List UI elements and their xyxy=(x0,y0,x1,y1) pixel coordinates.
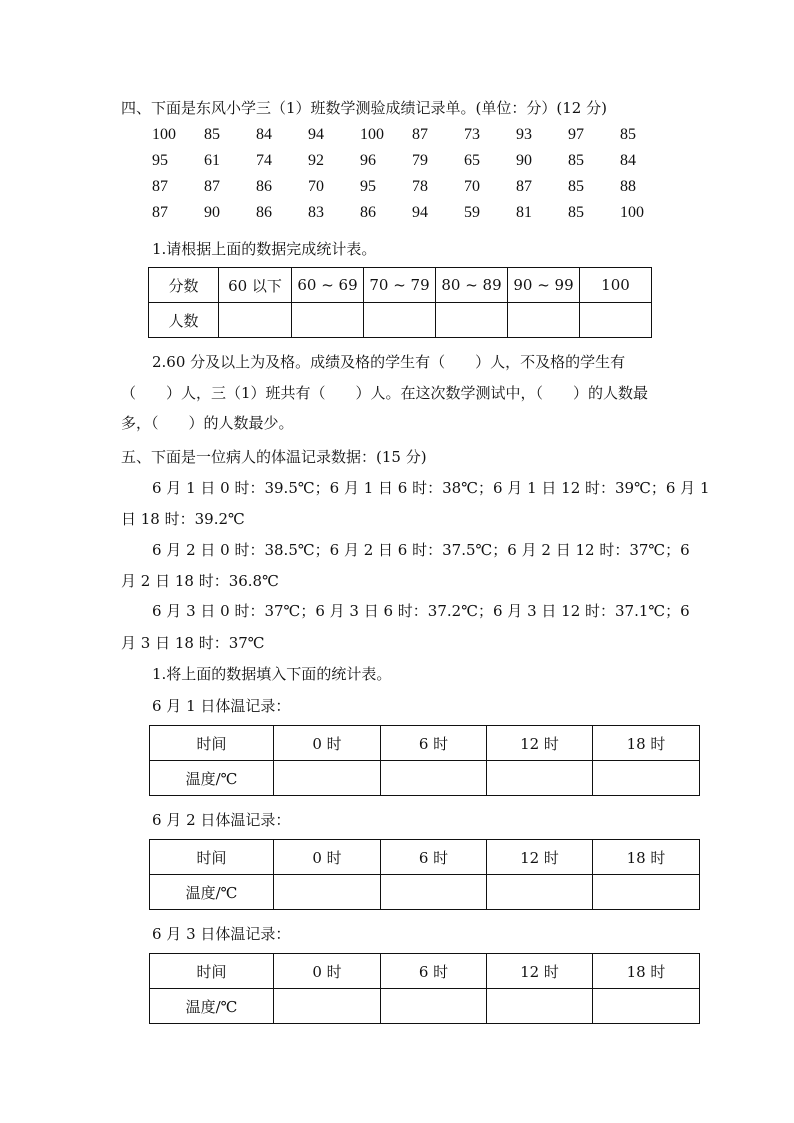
header-cell: 0 时 xyxy=(274,840,381,875)
q4-sub2-line2: （ ）人，三（1）班共有（ ）人。在这次数学测试中，（ ）的人数最 xyxy=(121,384,649,402)
header-cell: 60 以下 xyxy=(219,268,292,303)
header-cell: 0 时 xyxy=(274,726,381,761)
temperature-table xyxy=(149,725,700,796)
score-cell: 70 xyxy=(464,178,480,195)
table-caption: 6 月 2 日体温记录： xyxy=(152,811,291,829)
temperature-table xyxy=(149,953,700,1024)
answer-cell[interactable] xyxy=(487,875,593,910)
score-cell: 85 xyxy=(568,204,584,221)
record-line: 6 月 2 日 0 时：38.5℃；6 月 2 日 6 时：37.5℃；6 月 2 日 12 时：37℃；6 xyxy=(152,541,690,559)
header-cell: 6 时 xyxy=(381,954,487,989)
table-header-row xyxy=(150,840,700,875)
table-row xyxy=(150,875,700,910)
score-cell: 92 xyxy=(308,152,324,169)
answer-cell[interactable] xyxy=(381,875,487,910)
header-cell: 90 ~ 99 xyxy=(508,268,580,303)
score-cell: 90 xyxy=(204,204,220,221)
header-cell: 12 时 xyxy=(487,726,593,761)
score-cell: 100 xyxy=(620,204,644,221)
q5-heading: 五、下面是一位病人的体温记录数据：(15 分) xyxy=(121,448,427,466)
row-label: 人数 xyxy=(149,303,219,338)
table-caption: 6 月 3 日体温记录： xyxy=(152,925,291,943)
table-caption: 6 月 1 日体温记录： xyxy=(152,697,291,715)
score-cell: 79 xyxy=(412,152,428,169)
score-cell: 65 xyxy=(464,152,480,169)
header-cell: 分数 xyxy=(149,268,219,303)
answer-cell[interactable] xyxy=(593,761,700,796)
score-cell: 85 xyxy=(568,178,584,195)
score-cell: 90 xyxy=(516,152,532,169)
q5-sub1: 1.将上面的数据填入下面的统计表。 xyxy=(152,665,392,683)
score-cell: 74 xyxy=(256,152,272,169)
score-cell: 96 xyxy=(360,152,376,169)
answer-cell[interactable] xyxy=(487,761,593,796)
record-line: 6 月 3 日 0 时：37℃；6 月 3 日 6 时：37.2℃；6 月 3 日 12 时：37.1℃；6 xyxy=(152,602,690,620)
temperature-table xyxy=(149,839,700,910)
header-cell: 60 ~ 69 xyxy=(292,268,364,303)
answer-cell[interactable] xyxy=(274,761,381,796)
table-row xyxy=(150,989,700,1024)
q4-sub2-line1: 2.60 分及以上为及格。成绩及格的学生有（ ）人，不及格的学生有 xyxy=(152,353,626,371)
record-line: 月 3 日 18 时：37℃ xyxy=(121,634,265,652)
score-cell: 95 xyxy=(360,178,376,195)
score-cell: 84 xyxy=(620,152,636,169)
q4-sub1: 1.请根据上面的数据完成统计表。 xyxy=(152,240,377,258)
score-cell: 84 xyxy=(256,126,272,143)
answer-cell[interactable] xyxy=(487,989,593,1024)
score-cell: 87 xyxy=(152,204,168,221)
score-cell: 93 xyxy=(516,126,532,143)
header-cell: 80 ~ 89 xyxy=(436,268,508,303)
answer-cell[interactable] xyxy=(593,875,700,910)
table-header-row xyxy=(150,726,700,761)
score-cell: 87 xyxy=(516,178,532,195)
score-cell: 83 xyxy=(308,204,324,221)
score-cell: 88 xyxy=(620,178,636,195)
score-cell: 70 xyxy=(308,178,324,195)
score-cell: 85 xyxy=(568,152,584,169)
score-cell: 87 xyxy=(204,178,220,195)
header-cell: 18 时 xyxy=(593,954,700,989)
score-cell: 61 xyxy=(204,152,220,169)
table-header-row xyxy=(150,954,700,989)
score-cell: 87 xyxy=(152,178,168,195)
score-cell: 86 xyxy=(256,204,272,221)
header-cell: 18 时 xyxy=(593,840,700,875)
q4-sub2-line3: 多，（ ）的人数最少。 xyxy=(121,414,294,432)
header-cell: 时间 xyxy=(150,726,274,761)
record-line: 日 18 时：39.2℃ xyxy=(121,510,245,528)
header-cell: 6 时 xyxy=(381,840,487,875)
score-cell: 73 xyxy=(464,126,480,143)
score-cell: 81 xyxy=(516,204,532,221)
q4-heading: 四、下面是东风小学三（1）班数学测验成绩记录单。(单位：分）(12 分) xyxy=(121,99,607,117)
score-cell: 86 xyxy=(360,204,376,221)
score-cell: 100 xyxy=(152,126,176,143)
score-cell: 94 xyxy=(308,126,324,143)
score-cell: 85 xyxy=(620,126,636,143)
score-cell: 97 xyxy=(568,126,584,143)
table-row xyxy=(150,761,700,796)
answer-cell[interactable] xyxy=(593,989,700,1024)
record-line: 6 月 1 日 0 时：39.5℃；6 月 1 日 6 时：38℃；6 月 1 日 12 时：39℃；6 月 1 xyxy=(152,479,710,497)
answer-cell[interactable] xyxy=(436,303,508,338)
row-label: 温度/℃ xyxy=(150,989,274,1024)
answer-cell[interactable] xyxy=(274,875,381,910)
row-label: 温度/℃ xyxy=(150,875,274,910)
answer-cell[interactable] xyxy=(364,303,436,338)
answer-cell[interactable] xyxy=(508,303,580,338)
score-cell: 86 xyxy=(256,178,272,195)
score-cell: 94 xyxy=(412,204,428,221)
answer-cell[interactable] xyxy=(219,303,292,338)
header-cell: 100 xyxy=(580,268,652,303)
score-cell: 85 xyxy=(204,126,220,143)
header-cell: 12 时 xyxy=(487,954,593,989)
answer-cell[interactable] xyxy=(381,761,487,796)
answer-cell[interactable] xyxy=(381,989,487,1024)
header-cell: 70 ~ 79 xyxy=(364,268,436,303)
score-cell: 78 xyxy=(412,178,428,195)
score-cell: 95 xyxy=(152,152,168,169)
answer-cell[interactable] xyxy=(274,989,381,1024)
header-cell: 6 时 xyxy=(381,726,487,761)
score-cell: 59 xyxy=(464,204,480,221)
header-cell: 12 时 xyxy=(487,840,593,875)
record-line: 月 2 日 18 时：36.8℃ xyxy=(121,572,279,590)
table-row xyxy=(149,303,652,338)
score-cell: 100 xyxy=(360,126,384,143)
table-header-row xyxy=(149,268,652,303)
score-cell: 87 xyxy=(412,126,428,143)
header-cell: 0 时 xyxy=(274,954,381,989)
row-label: 温度/℃ xyxy=(150,761,274,796)
header-cell: 时间 xyxy=(150,840,274,875)
answer-cell[interactable] xyxy=(580,303,652,338)
header-cell: 18 时 xyxy=(593,726,700,761)
header-cell: 时间 xyxy=(150,954,274,989)
answer-cell[interactable] xyxy=(292,303,364,338)
score-count-table xyxy=(148,267,652,338)
